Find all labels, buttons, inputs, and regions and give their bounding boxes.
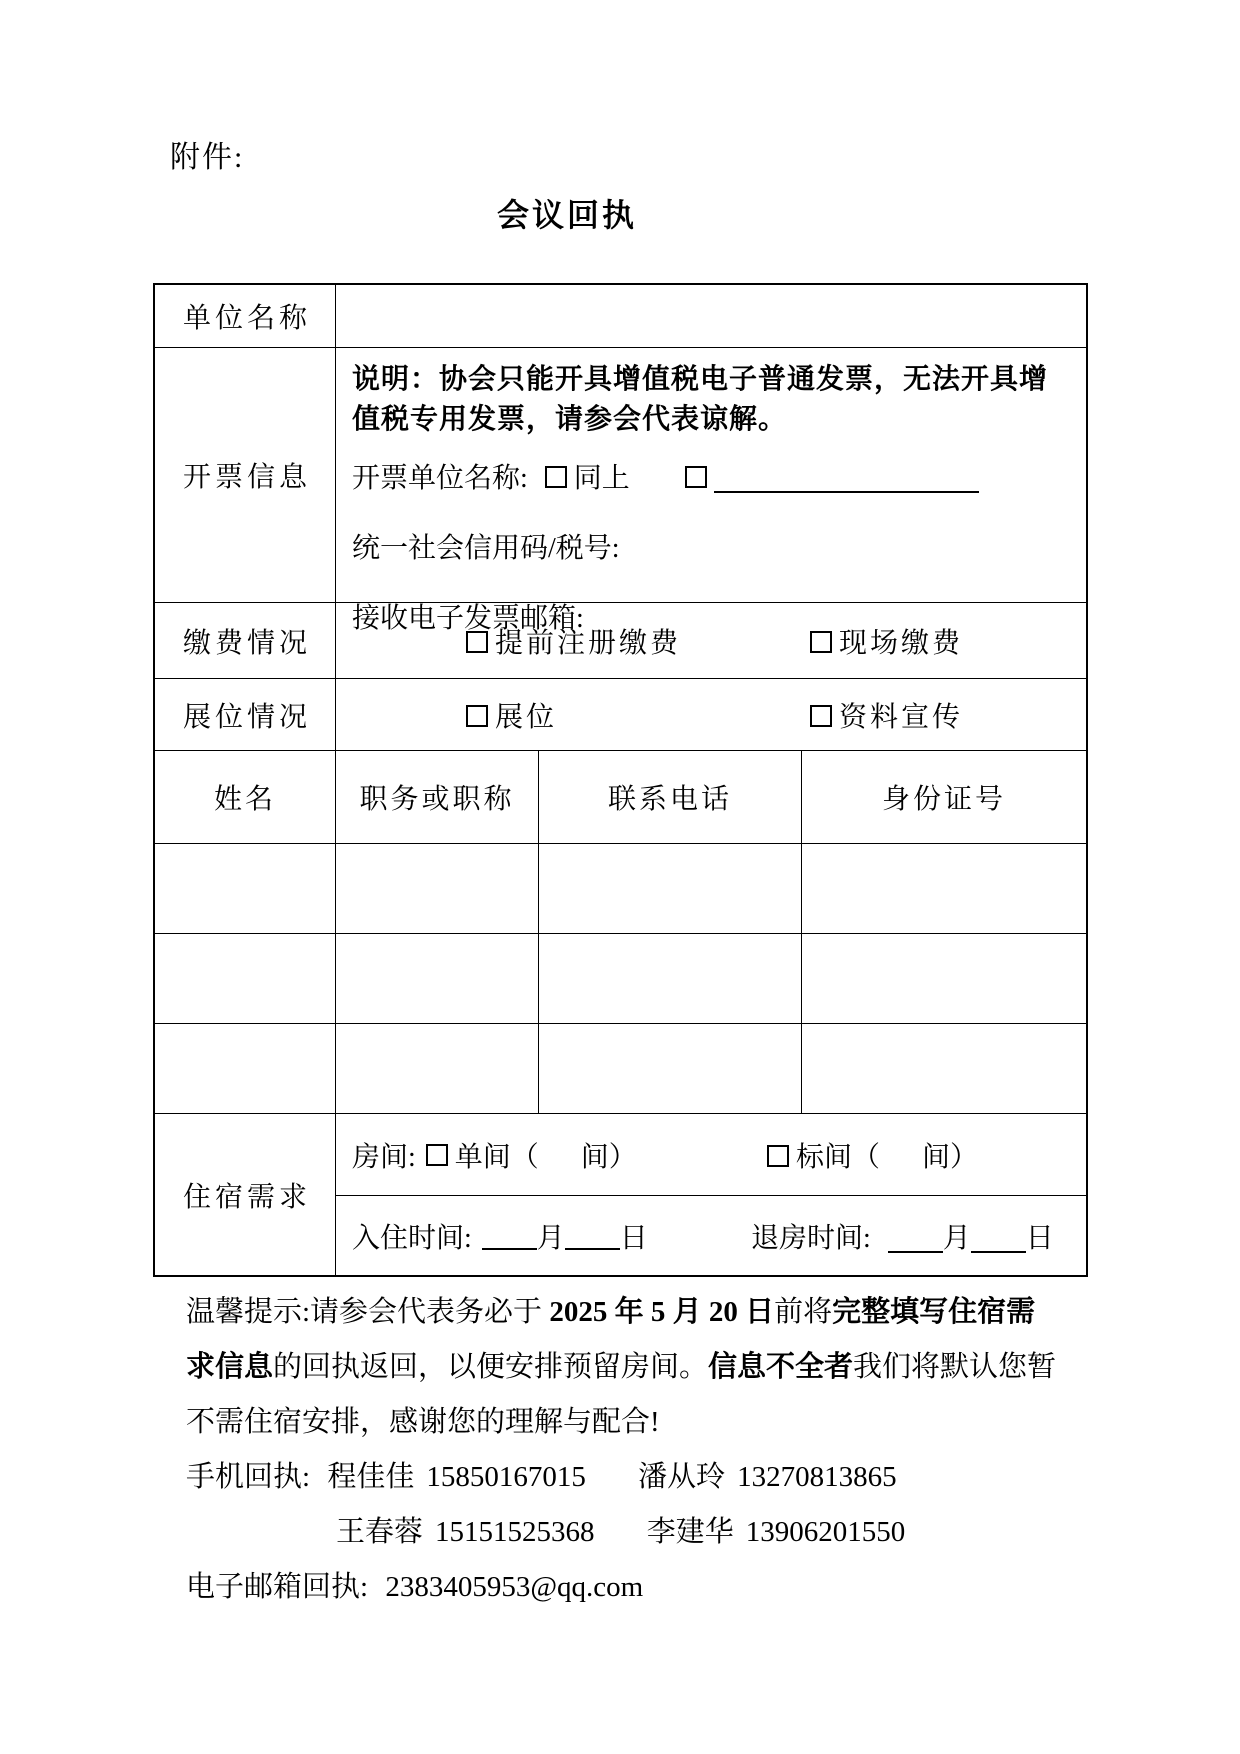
notice-line-3: 不需住宿安排，感谢您的理解与配合! xyxy=(186,1406,660,1438)
attendee-id-cell[interactable] xyxy=(802,934,1086,1023)
attendee-name-cell[interactable] xyxy=(155,934,336,1023)
invoice-name-blank[interactable] xyxy=(714,465,979,493)
email-reply-label: 电子邮箱回执: xyxy=(186,1571,369,1603)
row-booth xyxy=(155,679,1086,751)
attendee-row xyxy=(155,1024,1086,1114)
attendee-id-cell[interactable] xyxy=(802,1024,1086,1113)
contact-pair: 王春蓉 15151525368 xyxy=(336,1516,595,1548)
single-room-checkbox-icon[interactable] xyxy=(426,1144,448,1166)
same-as-above-label: 同上 xyxy=(573,463,630,494)
checkin-month-unit: 月 xyxy=(536,1222,565,1254)
booth-option-booth: 展位 xyxy=(466,695,557,735)
checkout-day-unit: 日 xyxy=(1025,1222,1054,1254)
header-position: 职务或职称 xyxy=(336,751,539,843)
invoice-name-line xyxy=(352,456,1072,496)
mobile-reply-line-2 xyxy=(186,1505,1016,1560)
contact-pair: 李建华 13906201550 xyxy=(646,1516,906,1548)
row-payment xyxy=(155,603,1086,679)
single-room-suffix: 间） xyxy=(580,1141,637,1173)
double-room-suffix: 间） xyxy=(922,1141,979,1173)
attachment-label: 附件: xyxy=(170,141,245,174)
same-as-above-checkbox-icon[interactable] xyxy=(545,466,567,488)
row-lodging xyxy=(155,1114,1086,1275)
header-name: 姓名 xyxy=(155,751,336,843)
checkout-group xyxy=(751,1216,1054,1256)
pre-register-checkbox-icon[interactable] xyxy=(466,631,488,653)
row-invoice-info xyxy=(155,348,1086,634)
unit-name-input-cell[interactable] xyxy=(336,285,1086,347)
bottom-text-block xyxy=(186,1285,1057,1615)
invoice-email-label: 接收电子发票邮箱: xyxy=(352,603,584,634)
booth-checkbox-icon[interactable] xyxy=(466,705,488,727)
checkout-day-blank[interactable] xyxy=(971,1225,1026,1253)
attendee-name-cell[interactable] xyxy=(155,844,336,933)
credit-code-line xyxy=(352,526,1072,566)
room-type-line xyxy=(336,1114,1086,1196)
invoice-info-label: 开票信息 xyxy=(155,348,336,602)
single-room-count-blank[interactable] xyxy=(539,1141,581,1169)
single-room-label: 单间（ xyxy=(454,1141,539,1173)
invoice-name-label: 开票单位名称: xyxy=(352,463,528,494)
onsite-checkbox-icon[interactable] xyxy=(810,631,832,653)
payment-option-onsite: 现场缴费 xyxy=(810,621,963,661)
attendee-row xyxy=(155,934,1086,1024)
unit-name-label: 单位名称 xyxy=(155,285,336,347)
lodging-label: 住宿需求 xyxy=(155,1114,336,1275)
double-room-count-blank[interactable] xyxy=(880,1138,922,1166)
room-label: 房间: xyxy=(352,1141,416,1173)
notice-line-1: 温馨提示:请参会代表务必于 2025 年 5 月 20 日前将完整填写住宿需 xyxy=(186,1296,1036,1328)
mobile-reply-label: 手机回执: xyxy=(186,1461,311,1493)
attendee-header-row xyxy=(155,751,1086,844)
page-title: 会议回执 xyxy=(496,197,637,233)
checkin-month-blank[interactable] xyxy=(482,1222,537,1250)
attendee-position-cell[interactable] xyxy=(336,1024,539,1113)
attendee-row xyxy=(155,844,1086,934)
double-room-checkbox-icon[interactable] xyxy=(767,1145,789,1167)
attendee-phone-cell[interactable] xyxy=(539,1024,802,1113)
checkout-month-blank[interactable] xyxy=(888,1225,943,1253)
other-name-checkbox-icon[interactable] xyxy=(685,466,707,488)
payment-options-cell xyxy=(336,603,1086,678)
double-room-group xyxy=(767,1135,978,1175)
attendee-position-cell[interactable] xyxy=(336,934,539,1023)
checkin-label: 入住时间: xyxy=(352,1222,472,1254)
contact-pair: 潘从玲 13270813865 xyxy=(638,1461,897,1493)
reply-email-address: 2383405953@qq.com xyxy=(385,1571,644,1603)
booth-label: 展位情况 xyxy=(155,679,336,750)
email-reply-line xyxy=(186,1560,1016,1615)
reply-form-table xyxy=(153,283,1088,1277)
double-room-label: 标间（ xyxy=(796,1141,881,1173)
booth-option-materials: 资料宣传 xyxy=(810,695,963,735)
booth-options-cell xyxy=(336,679,1086,750)
checkout-label: 退房时间: xyxy=(751,1222,871,1254)
stay-dates-line xyxy=(336,1196,1086,1275)
header-id-number: 身份证号 xyxy=(881,784,1006,815)
invoice-info-cell xyxy=(336,348,1086,634)
attendee-id-cell[interactable] xyxy=(802,844,1086,933)
contact-pair: 程佳佳 15850167015 xyxy=(327,1461,586,1493)
lodging-cells xyxy=(336,1114,1086,1275)
attendee-position-cell[interactable] xyxy=(336,844,539,933)
mobile-reply-line-1 xyxy=(186,1450,1016,1505)
checkin-day-unit: 日 xyxy=(619,1222,648,1254)
checkin-day-blank[interactable] xyxy=(565,1222,620,1250)
payment-label: 缴费情况 xyxy=(155,603,336,678)
notice-line-2: 求信息的回执返回，以便安排预留房间。信息不全者我们将默认您暂 xyxy=(186,1351,1057,1383)
row-unit-name xyxy=(155,285,1086,348)
attendee-phone-cell[interactable] xyxy=(539,844,802,933)
credit-code-label: 统一社会信用码/税号: xyxy=(352,533,620,564)
header-phone: 联系电话 xyxy=(539,751,802,843)
materials-checkbox-icon[interactable] xyxy=(810,705,832,727)
attendee-name-cell[interactable] xyxy=(155,1024,336,1113)
invoice-note: 说明：协会只能开具增值税电子普通发票，无法开具增值税专用发票，请参会代表谅解。 xyxy=(352,364,1049,435)
attendee-phone-cell[interactable] xyxy=(539,934,802,1023)
checkout-month-unit: 月 xyxy=(942,1222,971,1254)
payment-option-pre-register: 提前注册缴费 xyxy=(466,621,681,661)
